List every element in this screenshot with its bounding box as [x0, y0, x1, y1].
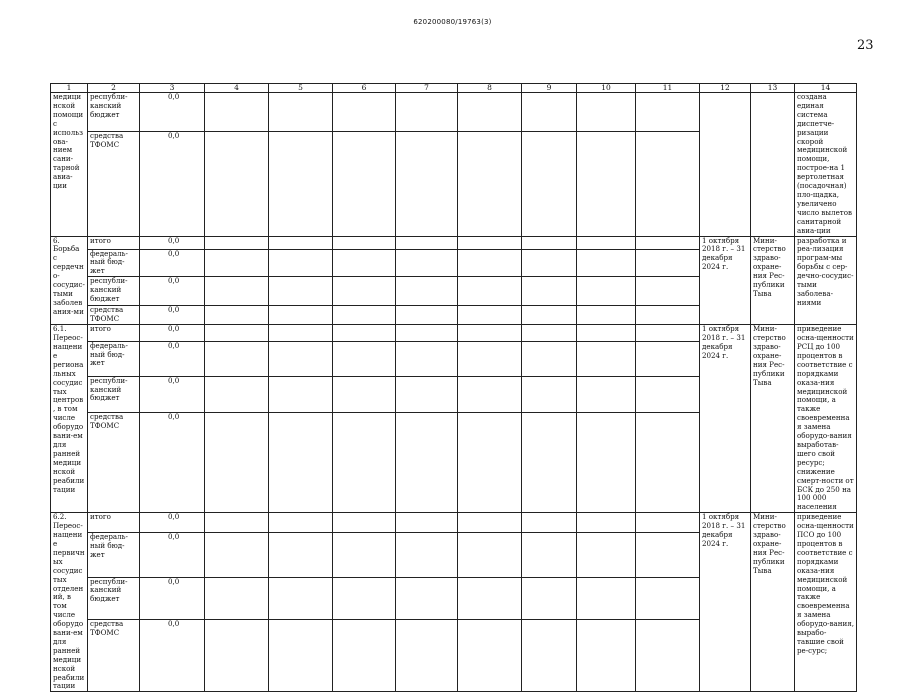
empty-cell — [269, 93, 333, 132]
period-cell: 1 октября 2018 г. – 31 декабря 2024 г. — [700, 513, 751, 692]
empty-cell — [577, 413, 636, 513]
empty-cell — [333, 513, 396, 533]
empty-cell — [458, 577, 522, 620]
funding-source: средства ТФОМС — [88, 132, 140, 236]
column-number-cell: 3 — [140, 84, 205, 93]
empty-cell — [396, 325, 458, 341]
empty-cell — [396, 620, 458, 692]
column-number-cell: 9 — [522, 84, 577, 93]
empty-cell — [522, 620, 577, 692]
empty-cell — [522, 376, 577, 413]
empty-cell — [205, 132, 269, 236]
empty-cell — [333, 413, 396, 513]
empty-cell — [636, 306, 700, 325]
empty-cell — [577, 513, 636, 533]
empty-cell — [333, 533, 396, 577]
executor-cell: Мини-стерство здраво-охране-ния Рес-публики Тыва — [751, 236, 795, 325]
result-cell: приведение осна-щенности РСЦ до 100 процентов в соответствие с порядками оказа-ния медицинской помощи, а также своевременная замена оборудо-вания выработав-шего свой ресурс; снижение смерт-ности от БСК до 250 на 100 000 населения — [795, 325, 857, 513]
empty-cell — [205, 341, 269, 376]
column-number-cell: 4 — [205, 84, 269, 93]
funding-source: республи-канский бюджет — [88, 376, 140, 413]
funding-value: 0,0 — [140, 533, 205, 577]
measure-name: 6.1. Переос-нащение региональных сосудистых центров, в том числе оборудовани-ем для ранней медицинской реабилитации — [51, 325, 88, 513]
empty-cell — [522, 341, 577, 376]
empty-cell — [205, 93, 269, 132]
empty-cell — [458, 620, 522, 692]
period-cell: 1 октября 2018 г. – 31 декабря 2024 г. — [700, 325, 751, 513]
column-number-cell: 13 — [751, 84, 795, 93]
column-number-cell: 12 — [700, 84, 751, 93]
funding-source: республи-канский бюджет — [88, 277, 140, 306]
column-number-cell: 7 — [396, 84, 458, 93]
empty-cell — [205, 249, 269, 277]
empty-cell — [636, 413, 700, 513]
funding-value: 0,0 — [140, 620, 205, 692]
empty-cell — [396, 513, 458, 533]
empty-cell — [636, 277, 700, 306]
empty-cell — [205, 376, 269, 413]
empty-cell — [458, 277, 522, 306]
funding-source: средства ТФОМС — [88, 620, 140, 692]
column-number-cell: 6 — [333, 84, 396, 93]
empty-cell — [269, 249, 333, 277]
empty-cell — [269, 341, 333, 376]
funding-source: федераль-ный бюд-жет — [88, 533, 140, 577]
empty-cell — [577, 132, 636, 236]
empty-cell — [396, 533, 458, 577]
column-number-cell: 14 — [795, 84, 857, 93]
column-number-row — [51, 84, 857, 93]
empty-cell — [396, 376, 458, 413]
empty-cell — [636, 513, 700, 533]
funding-source: средства ТФОМС — [88, 413, 140, 513]
empty-cell — [636, 93, 700, 132]
empty-cell — [636, 620, 700, 692]
funding-value: 0,0 — [140, 413, 205, 513]
empty-cell — [333, 620, 396, 692]
empty-cell — [205, 413, 269, 513]
empty-cell — [269, 413, 333, 513]
empty-cell — [458, 93, 522, 132]
empty-cell — [577, 306, 636, 325]
empty-cell — [458, 513, 522, 533]
funding-source: итого — [88, 513, 140, 533]
empty-cell — [577, 325, 636, 341]
page-number: 23 — [857, 38, 874, 53]
empty-cell — [396, 577, 458, 620]
measure-name: 6.2. Переос-нащение первичных сосудистых отделений, в том числе оборудовани-ем для ранней медицинской реабилитации — [51, 513, 88, 692]
empty-cell — [577, 533, 636, 577]
empty-cell — [333, 376, 396, 413]
column-number-cell: 10 — [577, 84, 636, 93]
empty-cell — [396, 341, 458, 376]
empty-cell — [269, 620, 333, 692]
funding-source: федераль-ный бюд-жет — [88, 249, 140, 277]
funding-value: 0,0 — [140, 376, 205, 413]
empty-cell — [636, 533, 700, 577]
empty-cell — [522, 533, 577, 577]
period-cell — [700, 93, 751, 237]
empty-cell — [458, 325, 522, 341]
empty-cell — [205, 513, 269, 533]
measure-row — [51, 513, 857, 533]
column-number-cell: 11 — [636, 84, 700, 93]
empty-cell — [458, 249, 522, 277]
empty-cell — [333, 236, 396, 249]
empty-cell — [205, 306, 269, 325]
empty-cell — [396, 306, 458, 325]
funding-value: 0,0 — [140, 341, 205, 376]
result-cell: приведение осна-щенности ПСО до 100 процентов в соответствие с порядками оказа-ния медицинской помощи, а также своевременная замена оборудо-вания, вырабо-тавшие свой ре-сурс; — [795, 513, 857, 692]
empty-cell — [522, 306, 577, 325]
funding-source: средства ТФОМС — [88, 306, 140, 325]
measure-name: 6. Борьба с сердечно-сосудис-тыми заболевания-ми — [51, 236, 88, 325]
empty-cell — [333, 93, 396, 132]
document-number: 620200080/19763(3) — [413, 18, 492, 26]
empty-cell — [205, 277, 269, 306]
executor-cell: Мини-стерство здраво-охране-ния Рес-публики Тыва — [751, 513, 795, 692]
measure-name: медицинской помощи с использова-нием сани-тарной авиа-ции — [51, 93, 88, 237]
empty-cell — [333, 341, 396, 376]
empty-cell — [636, 132, 700, 236]
empty-cell — [577, 341, 636, 376]
empty-cell — [522, 277, 577, 306]
empty-cell — [636, 577, 700, 620]
empty-cell — [333, 306, 396, 325]
column-number-cell: 5 — [269, 84, 333, 93]
funding-value: 0,0 — [140, 132, 205, 236]
empty-cell — [269, 376, 333, 413]
funding-value: 0,0 — [140, 236, 205, 249]
empty-cell — [458, 533, 522, 577]
empty-cell — [333, 277, 396, 306]
empty-cell — [458, 413, 522, 513]
funding-source: итого — [88, 325, 140, 341]
empty-cell — [205, 577, 269, 620]
empty-cell — [333, 577, 396, 620]
empty-cell — [522, 132, 577, 236]
empty-cell — [269, 325, 333, 341]
funding-value: 0,0 — [140, 306, 205, 325]
empty-cell — [577, 577, 636, 620]
empty-cell — [396, 93, 458, 132]
table-body — [51, 84, 857, 692]
empty-cell — [458, 236, 522, 249]
empty-cell — [577, 620, 636, 692]
empty-cell — [636, 376, 700, 413]
measure-row — [51, 236, 857, 249]
empty-cell — [577, 236, 636, 249]
empty-cell — [522, 325, 577, 341]
empty-cell — [333, 325, 396, 341]
funding-source: итого — [88, 236, 140, 249]
empty-cell — [577, 249, 636, 277]
empty-cell — [396, 132, 458, 236]
funding-value: 0,0 — [140, 93, 205, 132]
empty-cell — [205, 620, 269, 692]
empty-cell — [269, 277, 333, 306]
funding-value: 0,0 — [140, 325, 205, 341]
empty-cell — [396, 236, 458, 249]
empty-cell — [522, 513, 577, 533]
empty-cell — [396, 413, 458, 513]
column-number-cell: 1 — [51, 84, 88, 93]
empty-cell — [636, 236, 700, 249]
empty-cell — [269, 513, 333, 533]
empty-cell — [458, 306, 522, 325]
empty-cell — [577, 376, 636, 413]
empty-cell — [205, 533, 269, 577]
empty-cell — [636, 325, 700, 341]
empty-cell — [636, 249, 700, 277]
measures-table — [50, 83, 857, 692]
empty-cell — [333, 249, 396, 277]
empty-cell — [269, 533, 333, 577]
empty-cell — [458, 132, 522, 236]
column-number-cell: 2 — [88, 84, 140, 93]
result-cell: создана единая система диспетче-ризации скорой медицинской помощи, построе-на 1 вертолетная (посадочная) пло-щадка, увеличено число вылетов санитарной авиа-ции — [795, 93, 857, 237]
empty-cell — [522, 413, 577, 513]
empty-cell — [205, 325, 269, 341]
funding-value: 0,0 — [140, 249, 205, 277]
result-cell: разработка и реа-лизация програм-мы борьбы с сер-дечно-сосудис-тыми заболева-ниями — [795, 236, 857, 325]
executor-cell: Мини-стерство здраво-охране-ния Рес-публики Тыва — [751, 325, 795, 513]
empty-cell — [269, 577, 333, 620]
column-number-cell: 8 — [458, 84, 522, 93]
measure-row — [51, 93, 857, 132]
empty-cell — [269, 236, 333, 249]
funding-value: 0,0 — [140, 577, 205, 620]
empty-cell — [333, 132, 396, 236]
empty-cell — [577, 93, 636, 132]
empty-cell — [522, 249, 577, 277]
empty-cell — [577, 277, 636, 306]
empty-cell — [636, 341, 700, 376]
funding-value: 0,0 — [140, 513, 205, 533]
executor-cell — [751, 93, 795, 237]
funding-source: республи-канский бюджет — [88, 577, 140, 620]
period-cell: 1 октября 2018 г. – 31 декабря 2024 г. — [700, 236, 751, 325]
empty-cell — [396, 249, 458, 277]
empty-cell — [458, 341, 522, 376]
empty-cell — [269, 306, 333, 325]
empty-cell — [205, 236, 269, 249]
funding-source: республи-канский бюджет — [88, 93, 140, 132]
empty-cell — [396, 277, 458, 306]
empty-cell — [522, 577, 577, 620]
measure-row — [51, 325, 857, 341]
empty-cell — [269, 132, 333, 236]
empty-cell — [522, 236, 577, 249]
empty-cell — [522, 93, 577, 132]
funding-value: 0,0 — [140, 277, 205, 306]
empty-cell — [458, 376, 522, 413]
funding-source: федераль-ный бюд-жет — [88, 341, 140, 376]
